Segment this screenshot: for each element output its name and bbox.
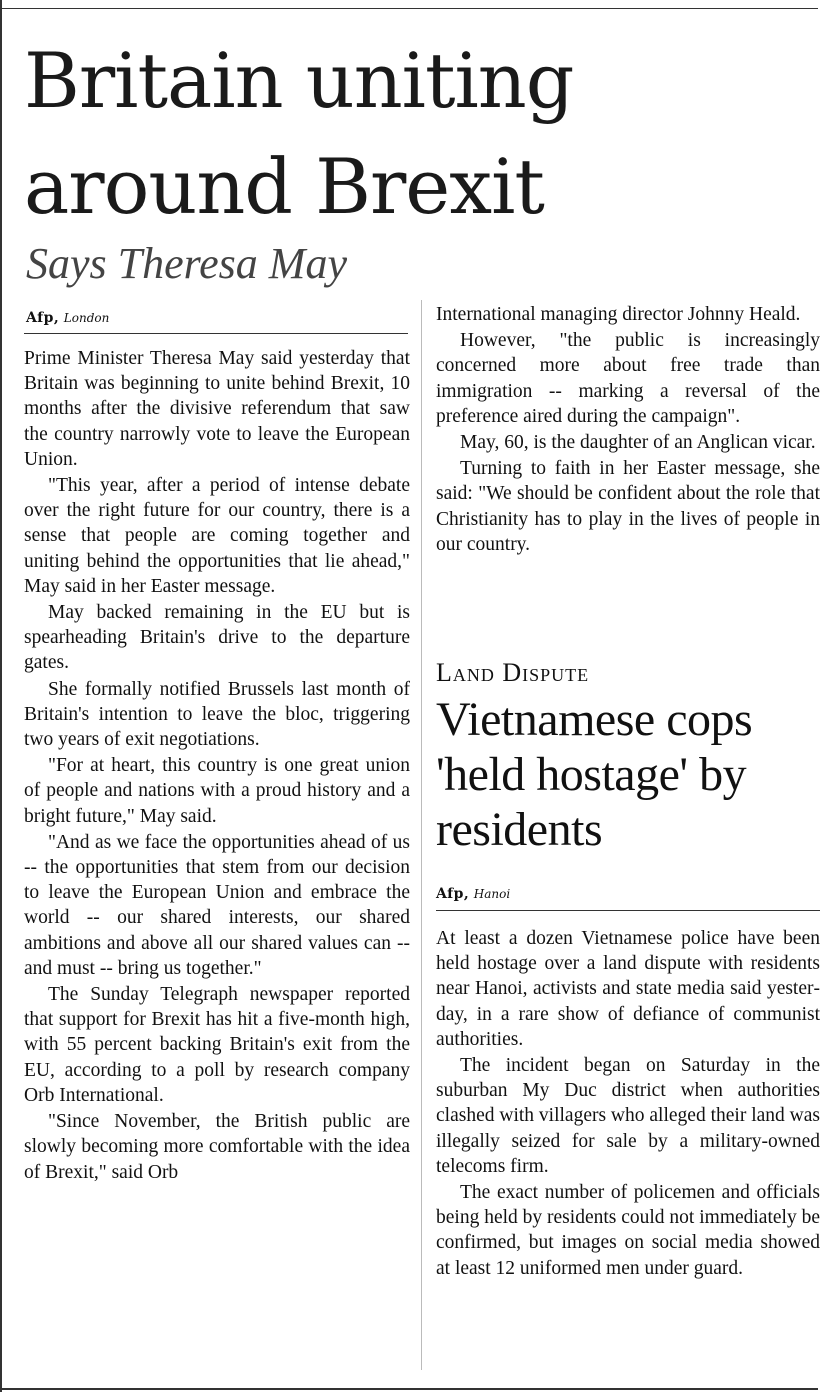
byline-agency: Afp, (26, 310, 60, 326)
paragraph: "Since November, the British public are slowly becoming more comfortable with the idea of Brexit," said Orb (24, 1111, 410, 1183)
article2-column (436, 926, 820, 1281)
subhead: Says Theresa May (26, 239, 347, 288)
section-kicker: Land Dispute (436, 658, 590, 687)
byline-rule (436, 910, 820, 911)
paragraph: May backed remaining in the EU but is spearheading Britain's drive to the departure gates. (24, 602, 410, 674)
byline-hanoi (436, 884, 510, 904)
top-rule (2, 8, 818, 9)
paragraph: "And as we face the opportunities ahead of us -- the opportunities that stem from our decision to leave the European Union and embrace the world -- our shared interests, our shared ambitions and above all our shared values can -- and must -- bring us together." (24, 831, 410, 979)
byline-place: London (63, 311, 110, 325)
paragraph: May, 60, is the daughter of an Anglican vicar. (460, 432, 816, 454)
bottom-rule (2, 1388, 818, 1390)
column-divider (421, 300, 422, 1370)
paragraph: The Sunday Telegraph newspaper reported that support for Brexit has hit a five-month high, with 55 percent backing Britain's exit from the EU, according to a poll by research company Orb International. (24, 984, 410, 1106)
paragraph: The incident began on Saturday in the suburban My Duc district when authorities clashed with villagers who alleged their land was illegally seized for sale by a military-owned telecoms firm. (436, 1055, 820, 1177)
byline-rule (24, 333, 408, 334)
paragraph: "This year, after a period of intense debate over the right future for our country, there is a sense that people are coming together and uniting behind the opportunities that lie ahead," May said in her Easter message. (24, 475, 410, 597)
paragraph: She formally notified Brussels last month of Britain's intention to leave the bloc, triggering two years of exit negotiations. (24, 678, 410, 751)
paragraph: "For at heart, this country is one great union of people and nations with a proud history and a bright future," May said. (24, 755, 410, 827)
byline-agency: Afp, (436, 886, 470, 902)
paragraph: Turning to faith in her Easter message, she said: "We should be confident about the role that Christianity has to play in the lives of people in our country. (436, 458, 820, 555)
headline-vietnam: Vietnamese cops 'held hostage' by residents (436, 693, 753, 856)
paragraph: The exact number of policemen and officials being held by residents could not immediately be confirmed, but images on social media showed at least 12 uniformed men under guard. (436, 1182, 820, 1279)
paragraph: International managing director Johnny Heald. (436, 304, 801, 325)
article1-left-column (24, 346, 410, 1185)
paragraph: Prime Minister Theresa May said yesterday that Britain was beginning to unite behind Brexit, 10 months after the divisive referendum that saw the country narrowly vote to leave the European Union. (24, 348, 410, 470)
headline: Britain uniting around Brexit (24, 36, 574, 231)
byline-london (26, 308, 109, 328)
article1-right-column (436, 302, 820, 557)
paragraph: At least a dozen Vietnamese police have been held hostage over a land dispute with residents near Hanoi, activists and state media said yesterday, in a rare show of defiance of communist authorities. (436, 928, 820, 1050)
byline-place: Hanoi (473, 887, 511, 901)
paragraph: However, "the public is increasingly concerned more about free trade than immigration -- marking a reversal of the preference aired during the campaign". (436, 330, 820, 427)
